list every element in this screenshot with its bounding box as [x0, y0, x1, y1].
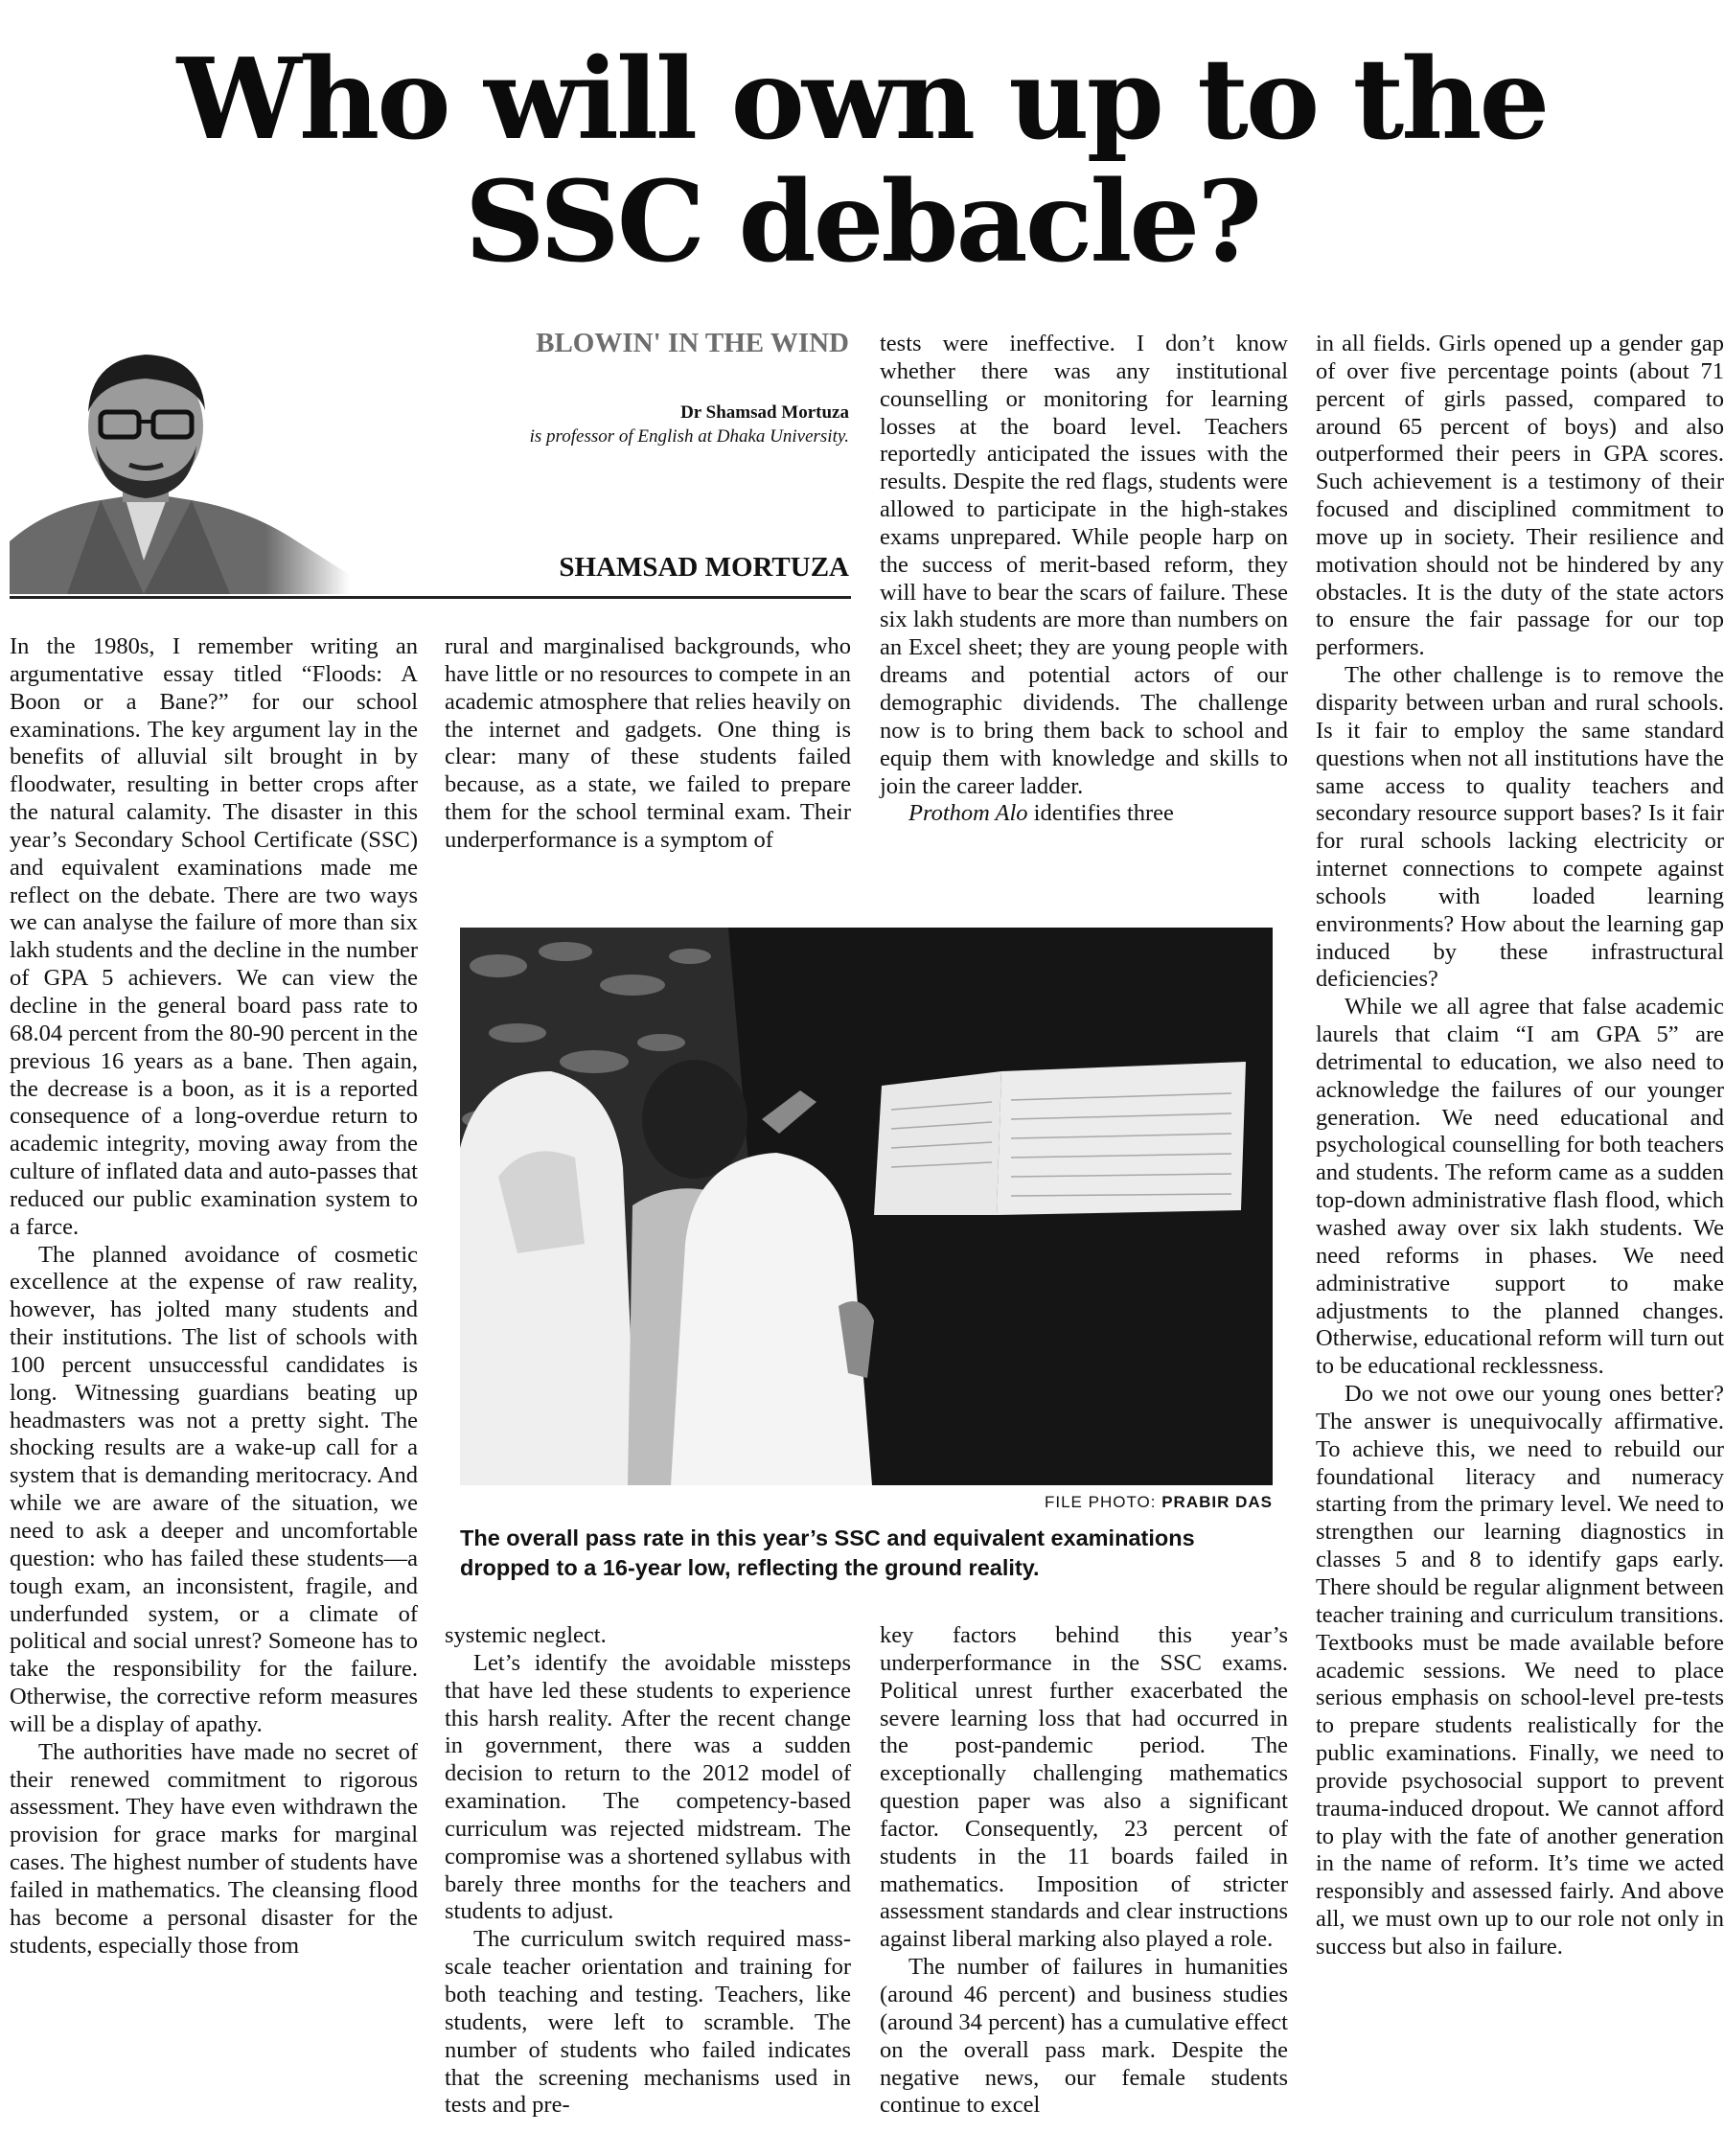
publication-name: Prothom Alo	[908, 800, 1028, 827]
body-column-3-bottom	[880, 1622, 1288, 2120]
paragraph: systemic neglect.	[445, 1622, 607, 1648]
news-photo-drawing	[460, 928, 1273, 1485]
paragraph: While we all agree that false academic laurels that claim “I am GPA 5” are detrimental to education, we also need to acknowledge the failures of our younger generation. We need educational and psychological counselling for both teachers and students. The reform came as a sudden top-down administrative flash flood, which washed away over six lakh students. We need reforms in phases. We need administrative support to make adjustments to the planned changes. Otherwise, educational reform will turn out to be educational recklessness.	[1316, 994, 1724, 1380]
paragraph: in all fields. Girls opened up a gender gap of over five percentage points (about 71 percent of girls passed, compared to around 65 percent of boys) and also outperformed their peers in GPA scores. Such achievement is a testimony of their focused and disciplined commitment to move up in society. Their resilience and motivation should not be hindered by any obstacles. It is the duty of the state actors to ensure the fair passage for our top performers.	[1316, 331, 1724, 661]
paragraph-text: identifies three	[1027, 800, 1174, 827]
paragraph	[880, 800, 1288, 828]
paragraph: The number of failures in humanities (around 46 percent) and business studies (around 34 percent) has a cumulative effect on the overall pass mark. Despite the negative news, our female students continue to excel	[880, 1954, 1288, 2119]
body-column-3-top	[880, 331, 1288, 828]
body-column-1	[10, 633, 418, 1961]
news-photo	[460, 928, 1273, 1485]
paragraph: Do we not owe our young ones better? The answer is unequivocally affirmative. To achieve this, we need to rebuild our foundational literacy and numeracy starting from the primary level. We need to strengthen our learning diagnostics in classes 5 and 8 to identify gaps early. There should be regular alignment between teacher training and curriculum transitions. Textbooks must be made available before academic sessions. We need to place serious emphasis on school-level pre-tests to prepare students realistically for the public examinations. Finally, we need to provide psychosocial support to prevent trauma-induced dropout. We cannot afford to play with the fate of another generation in the name of reform. It’s time we acted responsibly and assessed fairly. And above all, we must own up to our role not only in success but also in failure.	[1316, 1381, 1724, 1960]
headline	[0, 34, 1724, 287]
body-column-2-bottom	[445, 1622, 851, 2120]
author-role: is professor of English at Dhaka University.	[529, 426, 849, 447]
byline-divider	[10, 596, 851, 599]
paragraph: The other challenge is to remove the disparity between urban and rural schools. Is it fair to employ the same standard questions when not all institutions have the same access to quality teachers and secondary resource support bases? Is it fair for rural schools lacking electricity or internet connections to compete against schools with loaded learning environments? How about the learning gap induced by these infrastructural deficiencies?	[1316, 662, 1724, 993]
paragraph: The authorities have made no secret of their renewed commitment to rigorous assessment. They have even withdrawn the provision for grace marks for marginal cases. The highest number of students have failed in mathematics. The cleansing flood has become a personal disaster for the students, especially those from	[10, 1738, 418, 1959]
paragraph: In the 1980s, I remember writing an argumentative essay titled “Floods: A Boon or a Bane?” for our school examinations. The key argument lay in the benefits of alluvial silt brought in by floodwater, resulting in better crops after the natural calamity. The disaster in this year’s Secondary School Certificate (SSC) and equivalent examinations made me reflect on the debate. There are two ways we can analyse the failure of more than six lakh students and the decline in the number of GPA 5 achievers. We can view the decline in the general board pass rate to 68.04 percent from the 80-90 percent in the previous 16 years as a bane. Then again, the decrease is a boon, as it is a reported consequence of a long-overdue return to academic integrity, moving away from the culture of inflated data and auto-passes that reduced our public examination system to a farce.	[10, 633, 418, 1240]
paragraph: tests were ineffective. I don’t know whether there was any institutional counselling or monitoring for learning losses at the board level. Teachers reportedly anticipated the issues with the results. Despite the red flags, students were allowed to participate in the high-stakes exams unprepared. While people harp on the success of merit-based reform, they will have to bear the scars of failure. These six lakh students are more than numbers on an Excel sheet; they are young people with dreams and potential actors of our demographic dividends. The challenge now is to bring them back to school and equip them with knowledge and skills to join the career ladder.	[880, 331, 1288, 799]
paragraph: The curriculum switch required mass-scale teacher orientation and training for both teaching and testing. Teachers, like students, were left to scramble. The number of students who failed indicates that the screening mechanisms used in tests and pre-	[445, 1926, 851, 2119]
paragraph: rural and marginalised backgrounds, who have little or no resources to compete in an academic atmosphere that relies heavily on the internet and gadgets. One thing is clear: many of these students failed because, as a state, we failed to prepare them for the school terminal exam. Their underperformance is a symptom of	[445, 633, 851, 853]
paragraph: key factors behind this year’s underperformance in the SSC exams. Political unrest further exacerbated the severe learning loss that had occurred in the post-pandemic period. The exceptionally challenging mathematics question paper was also a significant factor. Consequently, 23 percent of students in the 11 boards failed in mathematics. Imposition of stricter assessment standards and clear instructions against liberal marking also played a role.	[880, 1622, 1288, 1953]
author-name: Dr Shamsad Mortuza	[680, 402, 849, 423]
byline: SHAMSAD MORTUZA	[559, 552, 849, 583]
headline-line-1: Who will own up to the	[176, 34, 1548, 165]
body-column-2-top	[445, 633, 851, 855]
paragraph: Let’s identify the avoidable missteps that have led these students to experience this harsh reality. After the recent change in government, there was a sudden decision to return to the 2012 model of examination. The competency-based curriculum was rejected midstream. The compromise was a shortened syllabus with barely three months for the teachers and students to adjust.	[445, 1649, 851, 1925]
photo-caption: The overall pass rate in this year’s SSC and equivalent examinations dropped to a 16-year low, reflecting the ground reality.	[460, 1525, 1195, 1580]
paragraph: The planned avoidance of cosmetic excellence at the expense of raw reality, however, has jolted many students and their institutions. The list of schools with 100 percent unsuccessful candidates is long. Witnessing guardians beating up headmasters was not a pretty sight. The shocking results are a wake-up call for a system that is demanding meritocracy. And while we are aware of the situation, we need to ask a deeper and uncomfortable question: who has failed these students—a tough exam, an inconsistent, fragile, and underfunded system, or a climate of political and social unrest? Someone has to take the responsibility for the failure. Otherwise, the corrective reform measures will be a display of apathy.	[10, 1241, 418, 1737]
photo-credit	[460, 1493, 1273, 1512]
headline-line-2: SSC debacle?	[464, 157, 1260, 287]
body-column-4	[1316, 331, 1724, 1961]
photo-credit-name: PRABIR DAS	[1161, 1493, 1273, 1511]
column-kicker: BLOWIN' IN THE WIND	[536, 328, 849, 358]
photo-credit-prefix: FILE PHOTO:	[1044, 1493, 1162, 1511]
